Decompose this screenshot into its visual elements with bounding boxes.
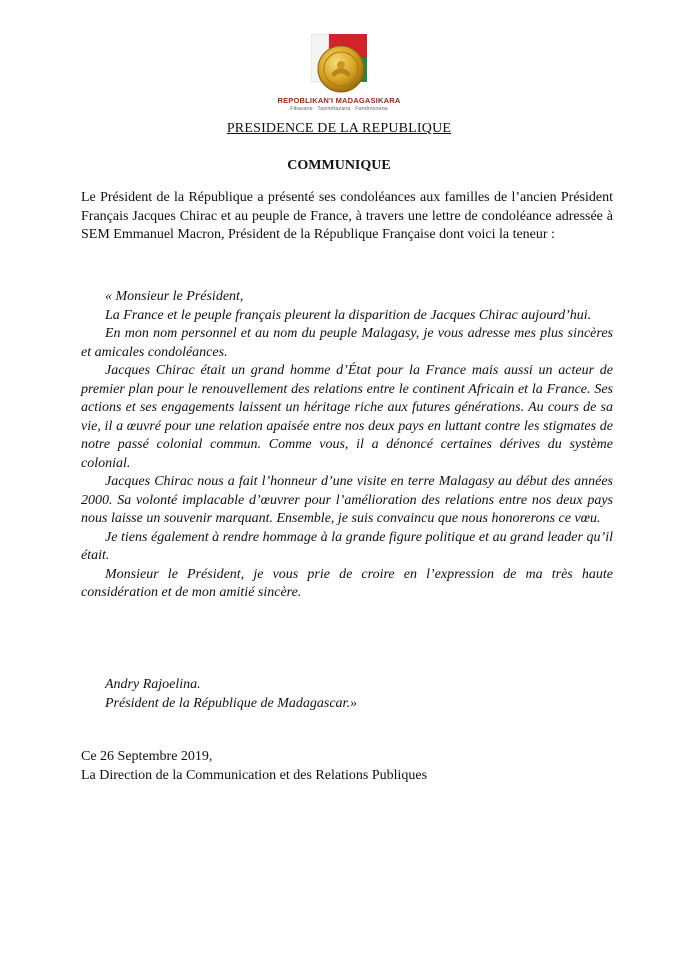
letter-paragraph: Jacques Chirac nous a fait l’honneur d’une visite en terre Malagasy au début des années 2000. Sa volonté implacable d’œuvrer pour l’amélioration des relations entre nos deux pays nous laisse un souvenir marquant. Ensemble, je suis convaincu que nous honorerons ce vœu. — [81, 474, 613, 526]
letter-paragraph: La France et le peuple français pleurent la disparition de Jacques Chirac aujourd’hui. — [105, 307, 592, 323]
gold-medal-icon — [316, 44, 366, 94]
closing-block — [81, 748, 427, 785]
seal-motto-text: Fitiavana · Tanindrazana · Fandrosoana — [290, 106, 388, 112]
letter-paragraph: Jacques Chirac était un grand homme d’État pour la France mais aussi un acteur de premier plan pour le renouvellement des relations entre le continent Africain et la France. Ses actions et ses engagements laissent un héritage riche aux futures générations. Au cours de sa vie, il a œuvré pour une relation apaisée entre nos deux pays en luttant contre les stigmates de notre passé colonial commun. Comme vous, il a dénoncé certaines dérives du système colonial. — [81, 363, 613, 471]
letter-signature — [105, 676, 357, 713]
republic-seal — [0, 30, 678, 116]
letter-paragraph: Je tiens également à rendre hommage à la grande figure politique et au grand leader qu’il était. — [81, 529, 613, 563]
letter-paragraph: Monsieur le Président, je vous prie de croire en l’expression de ma très haute considération et de mon amitié sincère. — [81, 566, 613, 600]
signature-name: Andry Rajoelina. — [105, 677, 201, 692]
intro-paragraph: Le Président de la République a présenté ses condoléances aux familles de l’ancien Président Français Jacques Chirac et au peuple de France, à travers une lettre de condoléance adressée à SEM Emmanuel Macron, Président de la République Française dont voici la teneur : — [81, 190, 613, 242]
letter-salutation: « Monsieur le Président, — [105, 289, 244, 304]
presidency-heading: PRESIDENCE DE LA REPUBLIQUE — [226, 121, 452, 136]
letter-body — [81, 288, 613, 603]
closing-date: Ce 26 Septembre 2019, — [81, 749, 213, 764]
communique-title: COMMUNIQUE — [287, 158, 391, 173]
seal-emblem — [259, 30, 419, 116]
letter-paragraph: En mon nom personnel et au nom du peuple Malagasy, je vous adresse mes plus sincères et amicales condoléances. — [81, 326, 613, 360]
closing-department: La Direction de la Communication et des Relations Publiques — [81, 767, 428, 783]
signature-title: Président de la République de Madagascar.» — [105, 695, 357, 711]
seal-name-text: REPOBLIKAN'I MADAGASIKARA — [277, 96, 401, 105]
